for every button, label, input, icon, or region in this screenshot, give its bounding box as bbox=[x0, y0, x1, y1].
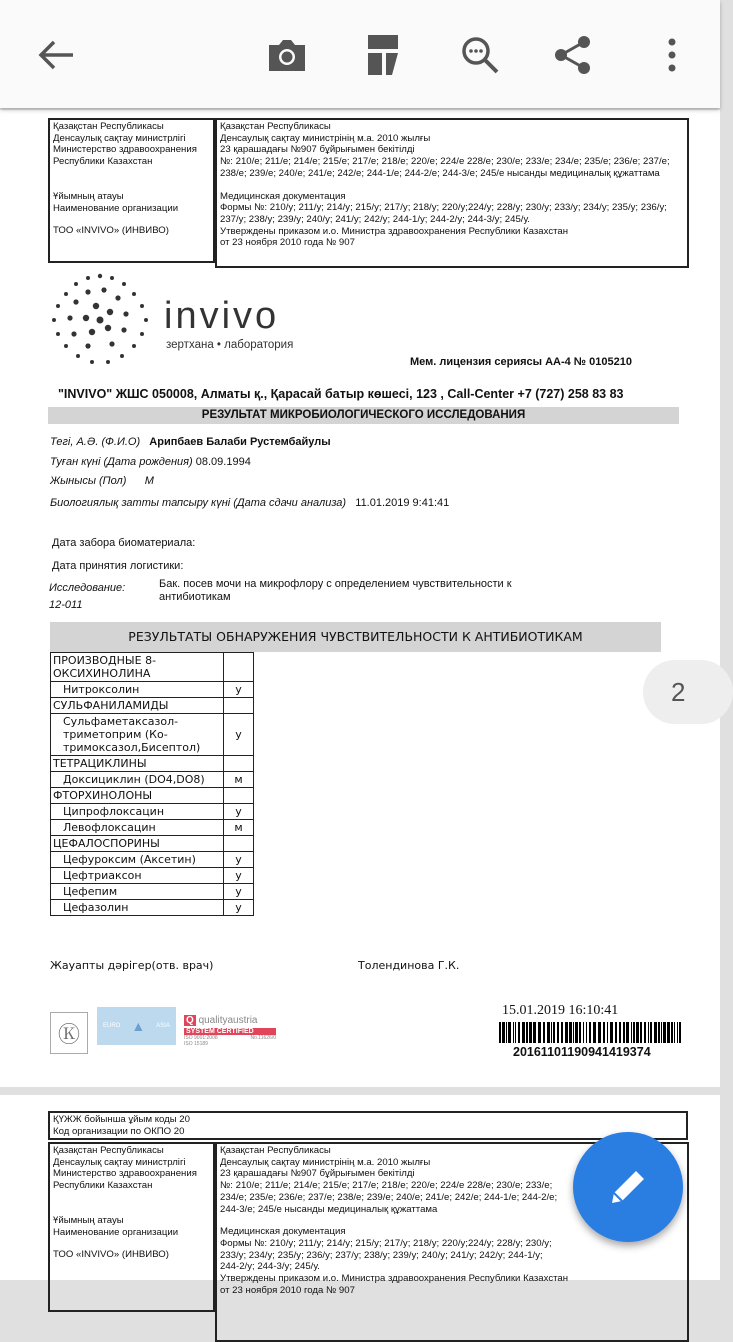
dob-row bbox=[50, 456, 251, 468]
back-arrow-icon[interactable] bbox=[31, 30, 81, 80]
barcode-bar bbox=[518, 1022, 520, 1043]
sex-value: М bbox=[144, 475, 154, 487]
header-text: №: 210/е; 211/е; 214/е; 215/е; 217/е; 218/е; 220/е; 224/е 228/е; 230/е; 233/е; 234/е; 235/е; 236/е; 237/е; 238/е; 239/е; 240/е; 241/е; 242/е; 244-1/е; 244-2/е; 244-3/е; 245/е нысанды медициналық құжаттама bbox=[220, 1180, 558, 1215]
table-group-row bbox=[51, 653, 254, 682]
header-text: Денсаулық сақтау министрлігі bbox=[53, 1156, 186, 1168]
barcode-number: 20161101190941419374 bbox=[513, 1045, 651, 1059]
barcode-bar bbox=[658, 1022, 660, 1043]
barcode-bar bbox=[650, 1022, 652, 1043]
antibiotic-name: Цефуроксим (Аксетин) bbox=[51, 852, 224, 868]
header-text: Министерство здравоохранения bbox=[53, 1168, 197, 1180]
euro-asia-cert-logo: EURO ▲ ASIA bbox=[97, 1007, 176, 1045]
antibiotic-name: Цефтриаксон bbox=[51, 868, 224, 884]
submit-date-row bbox=[50, 497, 449, 509]
barcode-bar bbox=[513, 1022, 514, 1043]
license-number: Мем. лицензия сериясы АА-4 № 0105210 bbox=[410, 356, 632, 368]
okpo-text: Код организации по ОКПО 20 bbox=[53, 1125, 185, 1137]
barcode-bar bbox=[575, 1022, 578, 1043]
antibiotic-name: Цефепим bbox=[51, 884, 224, 900]
okpo-text: ҚҮЖЖ бойынша ұйым коды 20 bbox=[53, 1114, 190, 1125]
barcode-bar bbox=[515, 1022, 516, 1043]
barcode-bar bbox=[529, 1022, 532, 1043]
barcode-bar bbox=[674, 1022, 675, 1043]
patient-name: Арипбаев Балаби Рустембайулы bbox=[149, 436, 331, 448]
header-text: №: 210/е; 211/е; 214/е; 215/е; 217/е; 218/е; 220/е; 224/е 228/е; 230/е; 233/е; 234/е; 235/е; 236/е; 237/е; 238/е; 239/е; 240/е; 241/е; 242/е; 244-1/е; 244-2/е; 244-3/е; 245/е нысанды медициналық құжаттама bbox=[220, 156, 670, 179]
result-title-banner: РЕЗУЛЬТАТ МИКРОБИОЛОГИЧЕСКОГО ИССЛЕДОВАНИЯ bbox=[48, 407, 679, 424]
header-right-box bbox=[215, 118, 689, 268]
pdf-page-1 bbox=[0, 110, 720, 1087]
antibiotic-group: СУЛЬФАНИЛАМИДЫ bbox=[51, 698, 224, 714]
table-row bbox=[51, 852, 254, 868]
barcode-bar bbox=[654, 1022, 657, 1043]
more-vert-icon[interactable] bbox=[647, 30, 697, 80]
invivo-dots-logo bbox=[48, 270, 152, 370]
barcode-bar bbox=[619, 1022, 621, 1043]
antibiotic-name: Нитроксолин bbox=[51, 682, 224, 698]
label: Биологиялық затты тапсыру күні (Дата сдачи анализа) bbox=[50, 497, 347, 509]
barcode-bar bbox=[526, 1022, 528, 1043]
antibiotic-group: ЦЕФАЛОСПОРИНЫ bbox=[51, 836, 224, 852]
barcode-bar bbox=[607, 1022, 608, 1043]
table-row bbox=[51, 772, 254, 788]
header-text: от 23 ноября 2010 года № 907 bbox=[220, 237, 355, 249]
header-text: Утверждены приказом и.о. Министра здравоохранения Республики Казахстан bbox=[220, 1273, 569, 1285]
pencil-icon bbox=[606, 1165, 650, 1209]
header-left-box bbox=[48, 1142, 215, 1312]
logo-subtitle: зертхана • лаборатория bbox=[166, 339, 294, 351]
study-label bbox=[49, 580, 125, 614]
logo-text: No.11626/0 bbox=[250, 1035, 276, 1041]
sensitivity-value bbox=[224, 836, 254, 852]
barcode-bar bbox=[557, 1022, 559, 1043]
barcode-bar bbox=[586, 1022, 587, 1043]
header-text: 23 қарашадағы №907 бұйрығымен бекітілді bbox=[220, 1168, 415, 1180]
antibiotic-name: Доксициклин (DO4,DO8) bbox=[51, 772, 224, 788]
header-text: Денсаулық сақтау министрлігі bbox=[53, 132, 186, 144]
logo-text: ISO 15189 bbox=[184, 1041, 208, 1047]
header-text: Наименование организации bbox=[53, 1226, 179, 1238]
kazakh-standard-logo: Ⓚ bbox=[50, 1012, 88, 1054]
barcode-bar bbox=[538, 1022, 541, 1043]
barcode-bar bbox=[598, 1022, 601, 1043]
barcode-bar bbox=[603, 1022, 605, 1043]
header-text: Медицинская документация bbox=[220, 1226, 346, 1238]
antibiotic-name: Сульфаметаксазол-триметоприм (Ко-тримоксазол,Бисептол) bbox=[51, 714, 224, 756]
header-text: Ұйымның атауы bbox=[53, 190, 124, 202]
barcode-bar bbox=[579, 1022, 581, 1043]
sensitivity-value: у bbox=[224, 884, 254, 900]
barcode-bar bbox=[633, 1022, 635, 1043]
lab-address: "INVIVO" ЖШС 050008, Алматы қ., Қарасай батыр көшесі, 123 , Call-Center +7 (727) 258 83 83 bbox=[58, 387, 624, 401]
doctor-label: Жауапты дәрігер(отв. врач) bbox=[50, 959, 214, 972]
share-icon[interactable] bbox=[548, 30, 598, 80]
header-text: Қазақстан Республикасы bbox=[220, 1145, 331, 1156]
logo-text: ASIA bbox=[156, 1023, 170, 1029]
sensitivity-value: у bbox=[224, 714, 254, 756]
sensitivity-value: м bbox=[224, 820, 254, 836]
header-text: Қазақстан Республикасы bbox=[220, 121, 331, 132]
submit-date: 11.01.2019 9:41:41 bbox=[355, 497, 450, 509]
barcode-bar bbox=[569, 1022, 572, 1043]
header-text: Формы №: 210/у; 211/у; 214/у; 215/у; 217/у; 218/у; 220/у;224/у; 228/у; 230/у; 233/у; 234/у; 235/у; 236/у; 237/у; 238/у; 239/у; 240/у; 241/у; 242/у; 244-1/у; 244-2/у; 244-3/у; 245/у. bbox=[220, 202, 667, 225]
barcode-bar bbox=[623, 1022, 625, 1043]
page-layout-icon[interactable] bbox=[358, 30, 408, 80]
barcode-bar bbox=[551, 1022, 552, 1043]
header-text: Республики Казахстан bbox=[53, 1180, 153, 1192]
antibiotic-group: ФТОРХИНОЛОНЫ bbox=[51, 788, 224, 804]
collect-date-label: Дата забора биоматериала: bbox=[52, 537, 196, 549]
table-group-row bbox=[51, 756, 254, 772]
barcode-bar bbox=[636, 1022, 639, 1043]
sensitivity-value: у bbox=[224, 804, 254, 820]
barcode-bar bbox=[679, 1022, 681, 1043]
header-text: Қазақстан Республикасы bbox=[53, 121, 164, 132]
barcode-bar bbox=[610, 1022, 613, 1043]
sensitivity-value bbox=[224, 788, 254, 804]
header-text: Утверждены приказом и.о. Министра здравоохранения Республики Казахстан bbox=[220, 225, 569, 237]
barcode-bar bbox=[565, 1022, 568, 1043]
table-row bbox=[51, 714, 254, 756]
section-title-banner: РЕЗУЛЬТАТЫ ОБНАРУЖЕНИЯ ЧУВСТВИТЕЛЬНОСТИ К АНТИБИОТИКАМ bbox=[50, 622, 661, 652]
barcode-bar bbox=[533, 1022, 536, 1043]
header-left-box bbox=[48, 118, 215, 263]
dob-value: 08.09.1994 bbox=[195, 456, 251, 468]
sensitivity-value bbox=[224, 653, 254, 682]
label: Исследование: bbox=[49, 582, 126, 594]
header-text: Формы №: 210/у; 211/у; 214/у; 215/у; 217/у; 218/у; 220/у;224/у; 228/у; 230/у; 233/у; 234/у; 235/у; 236/у; 237/у; 238/у; 239/у; 240/у; 241/у; 242/у; 244-1/у; 244-2/у; 244-3/у; 245/у. bbox=[220, 1237, 552, 1273]
barcode-bar bbox=[593, 1022, 596, 1043]
header-text: Денсаулық сақтау министрінің м.а. 2010 жылғы bbox=[220, 1156, 431, 1168]
table-row bbox=[51, 682, 254, 698]
barcode-bar bbox=[661, 1022, 662, 1043]
header-text: от 23 ноября 2010 года № 907 bbox=[220, 1284, 355, 1296]
logo-text: qualityaustria bbox=[198, 1015, 258, 1026]
header-text: Ұйымның атауы bbox=[53, 1214, 124, 1226]
sensitivity-value: у bbox=[224, 900, 254, 916]
logo-wordmark: invivo bbox=[164, 295, 280, 337]
header-text: Республики Казахстан bbox=[53, 156, 153, 168]
edit-fab-button[interactable] bbox=[573, 1132, 683, 1242]
barcode-bar bbox=[631, 1022, 632, 1043]
header-text: 23 қарашадағы №907 бұйрығымен бекітілді bbox=[220, 144, 415, 156]
patient-name-row bbox=[50, 436, 331, 448]
barcode-bar bbox=[677, 1022, 678, 1043]
antibiotic-table bbox=[50, 652, 254, 916]
logistics-date-label: Дата принятия логистики: bbox=[52, 560, 184, 572]
table-group-row bbox=[51, 836, 254, 852]
sensitivity-value bbox=[224, 756, 254, 772]
header-text: Министерство здравоохранения bbox=[53, 144, 197, 156]
label: Тегі, А.Ә. (Ф.И.О) bbox=[50, 436, 141, 448]
page-number-indicator: 2 bbox=[643, 660, 733, 724]
org-name: ТОО «INVIVO» (ИНВИВО) bbox=[53, 225, 169, 237]
barcode-bar bbox=[583, 1022, 584, 1043]
table-row bbox=[51, 820, 254, 836]
logo-text: SYSTEM CERTIFIED bbox=[184, 1028, 276, 1035]
antibiotic-name: Цефазолин bbox=[51, 900, 224, 916]
barcode-bar bbox=[640, 1022, 642, 1043]
barcode-bar bbox=[543, 1022, 545, 1043]
barcode-bar bbox=[502, 1022, 505, 1043]
search-zoom-icon[interactable] bbox=[455, 30, 505, 80]
barcode-bar bbox=[506, 1022, 507, 1043]
sensitivity-value: у bbox=[224, 868, 254, 884]
barcode-bar bbox=[508, 1022, 511, 1043]
logo-text: ISO 9001:2008 bbox=[184, 1035, 218, 1041]
barcode-bar bbox=[553, 1022, 555, 1043]
sensitivity-value: у bbox=[224, 852, 254, 868]
header-text: Қазақстан Республикасы bbox=[53, 1145, 164, 1156]
barcode bbox=[499, 1022, 684, 1043]
header-text: Денсаулық сақтау министрінің м.а. 2010 жылғы bbox=[220, 132, 431, 144]
barcode-bar bbox=[615, 1022, 617, 1043]
sensitivity-value: у bbox=[224, 682, 254, 698]
label: Туған күні (Дата рождения) bbox=[50, 456, 193, 468]
barcode-bar bbox=[589, 1022, 591, 1043]
print-timestamp: 15.01.2019 16:10:41 bbox=[502, 1003, 619, 1018]
antibiotic-name: Левофлоксацин bbox=[51, 820, 224, 836]
doctor-name: Толендинова Г.К. bbox=[358, 959, 460, 972]
barcode-bar bbox=[522, 1022, 525, 1043]
table-row bbox=[51, 884, 254, 900]
quality-austria-logo: Q qualityaustria SYSTEM CERTIFIED ISO 9001:2008 No.11626/0 ISO 15189 bbox=[184, 1015, 276, 1047]
table-group-row bbox=[51, 698, 254, 714]
antibiotic-group: ТЕТРАЦИКЛИНЫ bbox=[51, 756, 224, 772]
barcode-bar bbox=[499, 1022, 501, 1043]
antibiotic-name: Ципрофлоксацин bbox=[51, 804, 224, 820]
sensitivity-value: м bbox=[224, 772, 254, 788]
barcode-bar bbox=[663, 1022, 666, 1043]
org-name: ТОО «INVIVO» (ИНВИВО) bbox=[53, 1249, 169, 1261]
sensitivity-value bbox=[224, 698, 254, 714]
barcode-bar bbox=[573, 1022, 574, 1043]
barcode-bar bbox=[626, 1022, 629, 1043]
antibiotic-group: ПРОИЗВОДНЫЕ 8-ОКСИХИНОЛИНА bbox=[51, 653, 224, 682]
barcode-bar bbox=[561, 1022, 563, 1043]
table-group-row bbox=[51, 788, 254, 804]
header-text: Наименование организации bbox=[53, 202, 179, 214]
app-toolbar bbox=[0, 0, 720, 108]
barcode-bar bbox=[547, 1022, 550, 1043]
barcode-bar bbox=[671, 1022, 673, 1043]
table-row bbox=[51, 868, 254, 884]
sex-row bbox=[50, 475, 154, 487]
table-row bbox=[51, 900, 254, 916]
label: Жынысы (Пол) bbox=[50, 475, 127, 487]
barcode-bar bbox=[644, 1022, 646, 1043]
logo-text: EURO bbox=[103, 1023, 121, 1029]
header-text: Медицинская документация bbox=[220, 190, 346, 202]
barcode-bar bbox=[667, 1022, 670, 1043]
okpo-box bbox=[48, 1111, 688, 1140]
study-name: Бак. посев мочи на микрофлору с определением чувствительности к антибиотикам bbox=[159, 578, 512, 603]
camera-icon[interactable] bbox=[262, 30, 312, 80]
table-row bbox=[51, 804, 254, 820]
study-code: 12-011 bbox=[49, 599, 83, 611]
barcode-bar bbox=[648, 1022, 649, 1043]
